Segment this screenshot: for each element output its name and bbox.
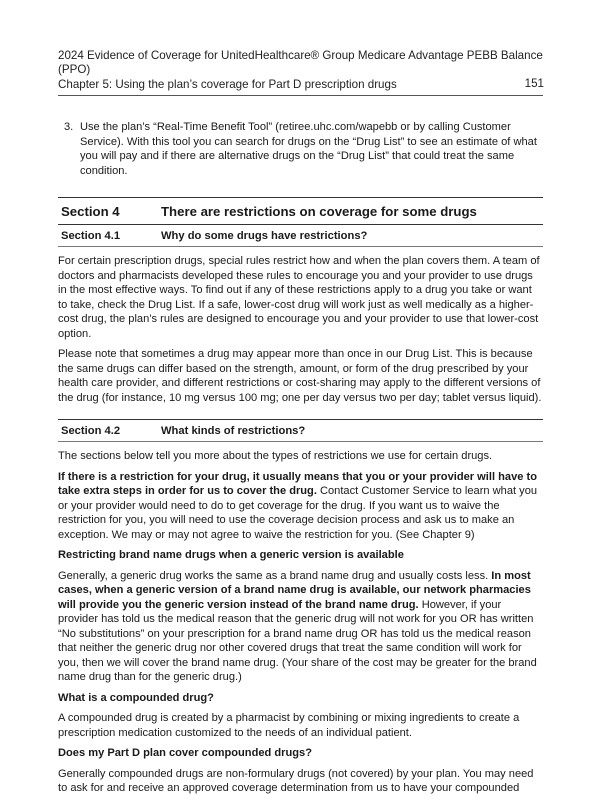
page-content (58, 120, 543, 802)
part-d-question: Does my Part D plan cover compounded drugs? (58, 747, 312, 759)
restriction-text: Contact Customer Service to learn what you or your provider would need to do to get coverage for the drug. If you want us to waive the restriction for you, you will need to use the coverage decision process and ask us to make an exception. We may or may not agree to waive the restriction for you. (See Chapter 9) (58, 485, 538, 541)
section-4-1-heading (58, 225, 543, 247)
section-4-1-paragraph-2: Please note that sometimes a drug may appear more than once in our Drug List. This is because the same drugs can differ based on the strength, amount, or form of the drug prescribed by your health care provider, and different restrictions or cost-sharing may apply to the different versions of the drug (for instance, 10 mg versus 100 mg; one per day versus two per day; tablet versus liquid). (58, 348, 542, 404)
header-title-line2: (PPO) (58, 63, 91, 77)
section-4-2-label: Section 4.2 (61, 425, 121, 437)
section-4-label: Section 4 (61, 204, 120, 219)
section-4-heading (58, 198, 543, 225)
section-4-1-label: Section 4.1 (61, 230, 121, 242)
brand-text-rest: However, if your provider has told us the medical reason that the generic drug will not work for you OR has written “No substitutions” on your prescription for a brand name drug OR has told us the medical reason that neither the generic drug nor other covered drugs that treat the same condition will work for you, then we will cover the brand name drug. (Your share of the cost may be greater for the brand name drug than for the generic drug.) (58, 598, 537, 683)
page-header (58, 49, 543, 92)
header-chapter: Chapter 5: Using the plan’s coverage for Part D prescription drugs (58, 77, 397, 91)
section-4-2-intro: The sections below tell you more about the types of restrictions we use for certain drugs. (58, 450, 493, 462)
section-4-2-title: What kinds of restrictions? (161, 425, 306, 437)
item-text: Use the plan’s “Real-Time Benefit Tool” (retiree.uhc.com/wapebb or by calling Customer Service). With this tool you can search for drugs on the “Drug List” to see an estimate of what you will pay and if there are alternative drugs on the “Drug List” that could treat the same condition. (80, 121, 537, 177)
header-title-line1: 2024 Evidence of Coverage for UnitedHealthcare® Group Medicare Advantage PEBB Balance (58, 49, 543, 62)
numbered-item-3 (64, 120, 543, 178)
section-4-2-heading (58, 420, 543, 442)
restriction-bold-text: If there is a restriction for your drug, it usually means that you or your provider will have to take extra steps in order for us to cover the drug. (58, 470, 537, 497)
section-4-1-title: Why do some drugs have restrictions? (161, 230, 368, 242)
part-d-answer: Generally compounded drugs are non-formulary drugs (not covered) by your plan. You may need to ask for and receive an approved coverage determination from us to have your compounded (58, 767, 534, 794)
brand-bold-text: In most cases, when a generic version of a brand name drug is available, our network pharmacies will provide you the generic version instead of the brand name drug. (58, 569, 531, 611)
brand-name-paragraph (58, 569, 543, 685)
section-4-1-paragraph-1: For certain prescription drugs, special rules restrict how and when the plan covers them. A team of doctors and pharmacists developed these rules to encourage you and your provider to use drugs in the most effective ways. To find out if any of these restrictions apply to a drug you take or want to take, check the Drug List. If a safe, lower-cost drug will work just as well medically as a higher-cost drug, the plan’s rules are designed to encourage you and your provider to use that lower-cost option. (58, 255, 540, 340)
restriction-paragraph (58, 470, 543, 543)
header-divider (58, 95, 543, 96)
page-number: 151 (524, 77, 544, 90)
brand-text-start: Generally, a generic drug works the same as a brand name drug and usually costs less. (58, 569, 492, 582)
item-number: 3. (64, 121, 74, 133)
compounded-answer: A compounded drug is created by a pharmacist by combining or mixing ingredients to create a prescription medication customized to the needs of an individual patient. (58, 712, 520, 739)
brand-name-heading: Restricting brand name drugs when a generic version is available (58, 549, 404, 561)
compounded-question: What is a compounded drug? (58, 691, 214, 704)
section-4-title: There are restrictions on coverage for some drugs (161, 204, 477, 219)
